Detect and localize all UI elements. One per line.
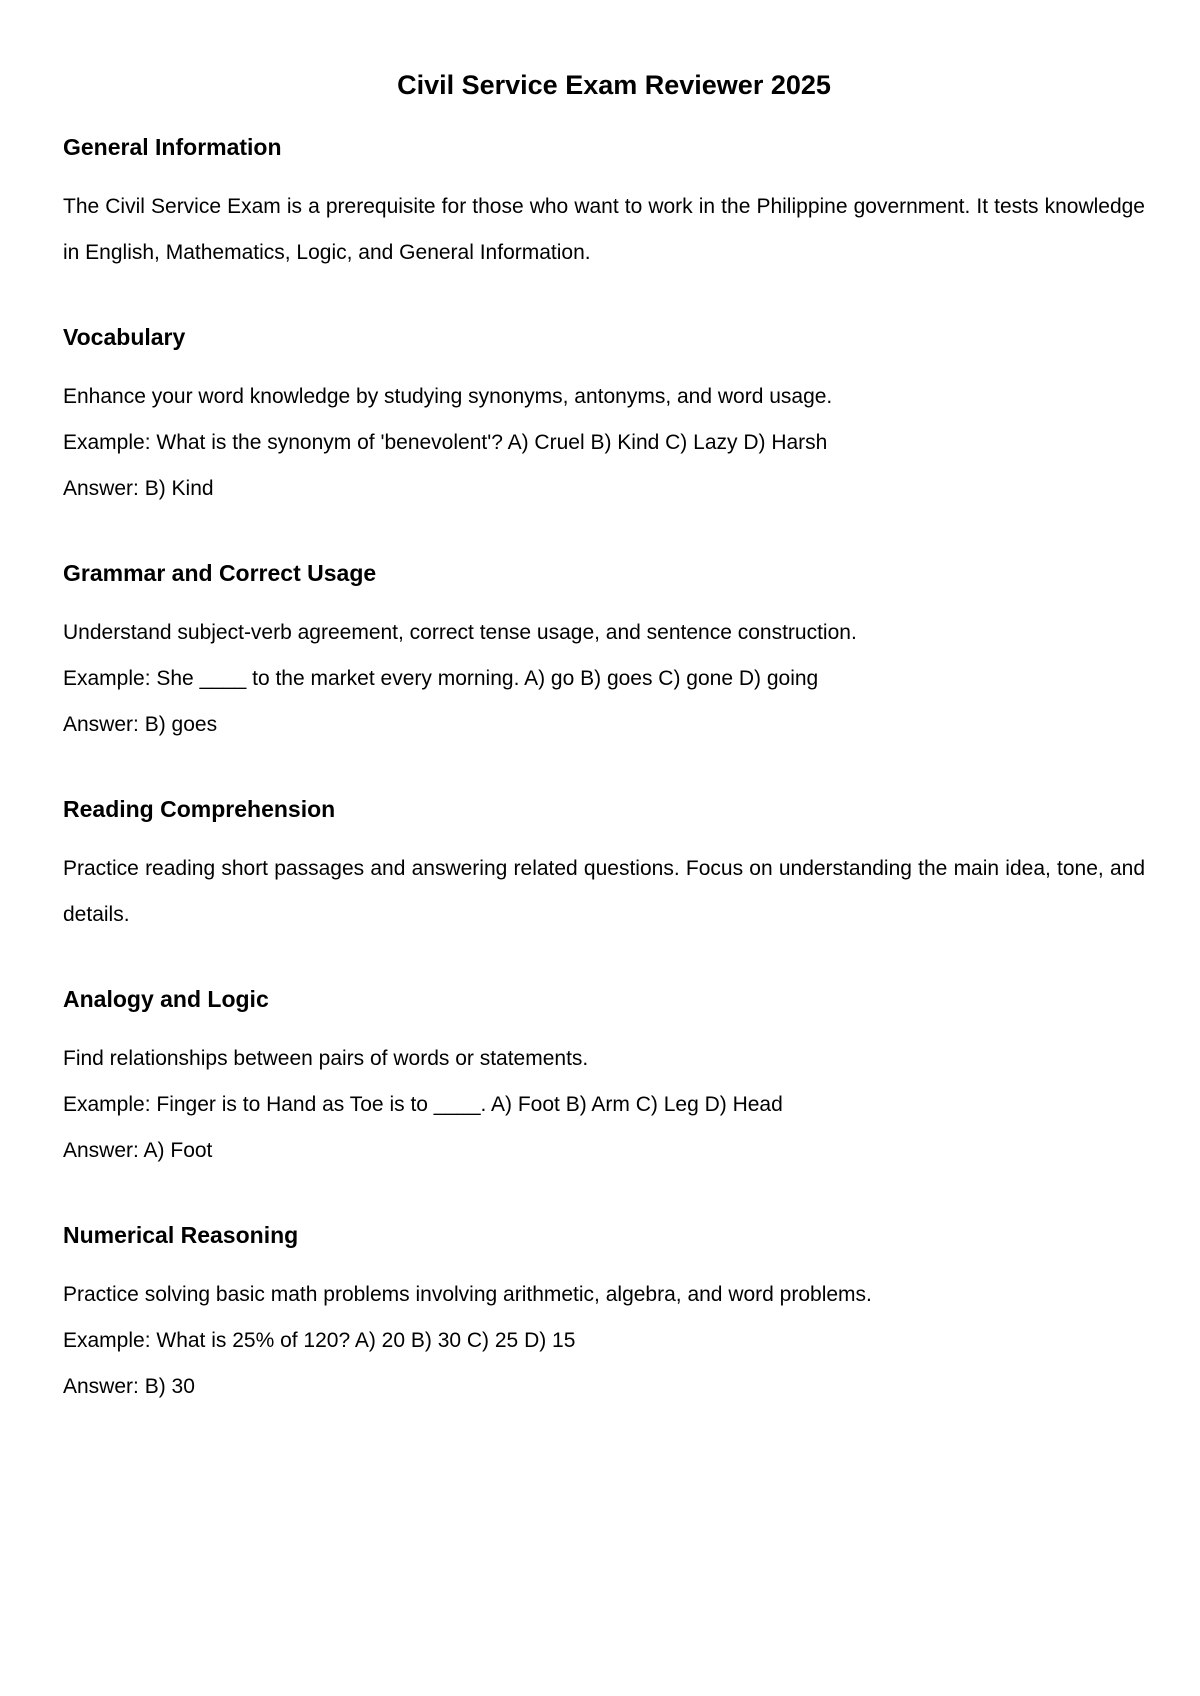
section-heading: Numerical Reasoning <box>63 1222 299 1248</box>
section-answer: Answer: B) Kind <box>63 477 214 500</box>
section-numerical-reasoning <box>63 1214 1143 1410</box>
section-description: Enhance your word knowledge by studying synonyms, antonyms, and word usage. <box>63 385 833 408</box>
section-body <box>63 184 1143 276</box>
section-heading: Analogy and Logic <box>63 986 269 1012</box>
section-analogy-logic <box>63 978 1143 1174</box>
section-example: Example: Finger is to Hand as Toe is to ____. A) Foot B) Arm C) Leg D) Head <box>63 1093 783 1116</box>
document-page <box>63 60 1143 1410</box>
document-title: Civil Service Exam Reviewer 2025 <box>397 70 831 100</box>
section-paragraph: Practice reading short passages and answering related questions. Focus on understanding the main idea, tone, and details. <box>63 857 1145 926</box>
section-example: Example: What is the synonym of 'benevolent'? A) Cruel B) Kind C) Lazy D) Harsh <box>63 431 828 454</box>
section-description: Understand subject-verb agreement, correct tense usage, and sentence construction. <box>63 621 857 644</box>
section-answer: Answer: B) goes <box>63 713 218 736</box>
section-description: Practice solving basic math problems involving arithmetic, algebra, and word problems. <box>63 1283 872 1306</box>
section-heading: Grammar and Correct Usage <box>63 560 377 586</box>
section-body <box>63 846 1143 938</box>
section-description: Find relationships between pairs of words or statements. <box>63 1047 589 1070</box>
section-paragraph: The Civil Service Exam is a prerequisite for those who want to work in the Philippine government. It tests knowledge in English, Mathematics, Logic, and General Information. <box>63 195 1145 264</box>
section-example: Example: What is 25% of 120? A) 20 B) 30 C) 25 D) 15 <box>63 1329 576 1352</box>
section-answer: Answer: B) 30 <box>63 1375 195 1398</box>
section-reading-comprehension <box>63 788 1143 938</box>
section-body <box>63 1036 1143 1174</box>
section-body <box>63 610 1143 748</box>
section-general-information <box>63 126 1143 276</box>
section-body <box>63 374 1143 512</box>
section-vocabulary <box>63 316 1143 512</box>
section-example: Example: She ____ to the market every morning. A) go B) goes C) gone D) going <box>63 667 819 690</box>
section-body <box>63 1272 1143 1410</box>
section-grammar <box>63 552 1143 748</box>
section-answer: Answer: A) Foot <box>63 1139 213 1162</box>
section-heading: Vocabulary <box>63 324 186 350</box>
section-heading: Reading Comprehension <box>63 796 336 822</box>
section-heading: General Information <box>63 134 282 160</box>
